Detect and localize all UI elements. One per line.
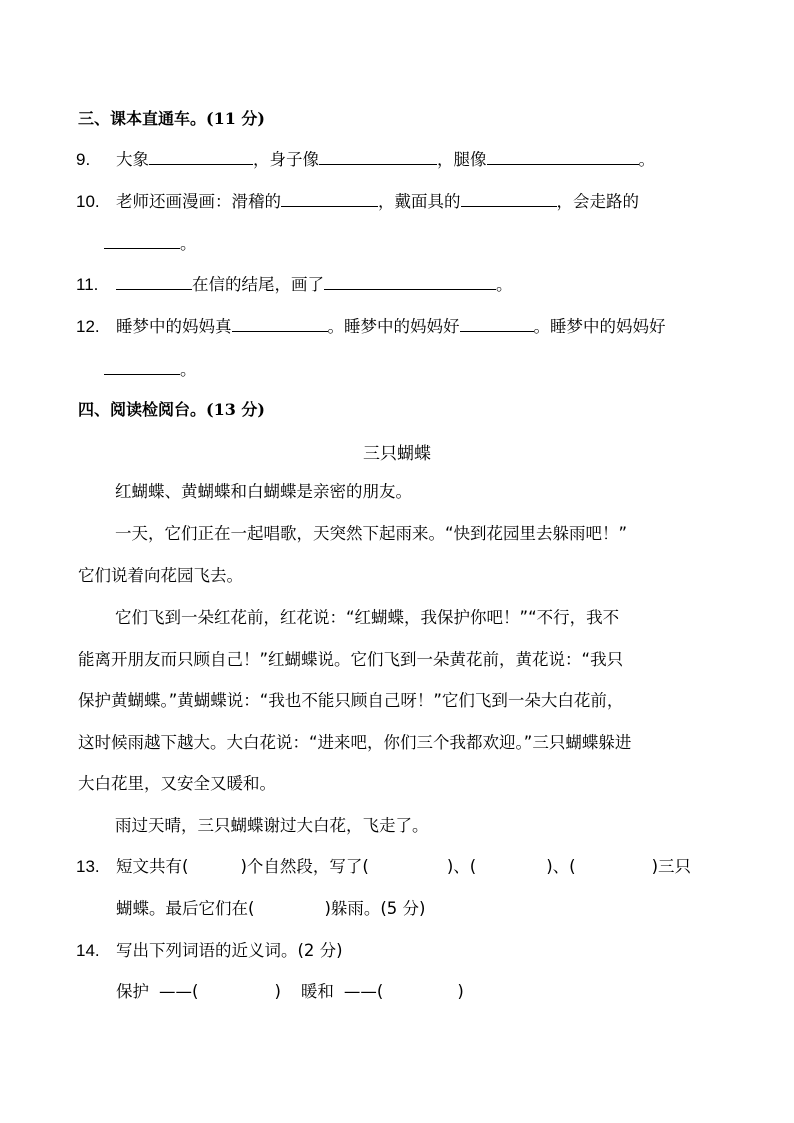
answer-blank[interactable] [149, 148, 253, 165]
passage-title: 三只蝴蝶 [363, 444, 431, 464]
passage-paragraph-3-line-2: 能离开朋友而只顾自己！”红蝴蝶说。它们飞到一朵黄花前，黄花说：“我只 [78, 650, 624, 669]
question-number: 11. [76, 275, 99, 294]
q14-dash-1: ——( [159, 982, 199, 1001]
question-14 [76, 940, 343, 962]
answer-blank[interactable] [281, 190, 378, 207]
q12-text-b: 。睡梦中的妈妈好 [327, 317, 460, 336]
passage-paragraph-2-line-1: 一天，它们正在一起唱歌，天突然下起雨来。“快到花园里去躲雨吧！” [115, 524, 628, 543]
q9-text-d: 。 [638, 150, 655, 169]
question-14-words [116, 981, 464, 1003]
q14-dash-2: ——( [343, 982, 384, 1001]
q9-text-b: ，身子像 [253, 150, 319, 169]
q12-text-a: 睡梦中的妈妈真 [116, 317, 232, 336]
question-10 [76, 190, 639, 213]
question-number: 9. [76, 150, 91, 169]
answer-blank[interactable] [461, 190, 557, 207]
answer-blank[interactable] [232, 315, 328, 332]
q9-text-a: 大象 [116, 150, 149, 169]
passage-paragraph-3-line-1: 它们飞到一朵红花前，红花说：“红蝴蝶，我保护你吧！”“不行，我不 [115, 608, 620, 627]
q11-text-a: 在信的结尾，画了 [192, 275, 324, 294]
question-13 [76, 856, 691, 878]
question-number: 10. [76, 192, 100, 211]
q10-text-d: 。 [180, 234, 197, 253]
q14-text: 写出下列词语的近义词。(2 分) [116, 941, 343, 960]
answer-blank[interactable] [319, 148, 437, 165]
q13-text-g: )躲雨。(5 分) [324, 899, 426, 918]
passage-paragraph-3-line-5: 大白花里，又安全又暖和。 [78, 774, 276, 793]
passage-paragraph-4: 雨过天晴，三只蝴蝶谢过大白花，飞走了。 [115, 816, 429, 835]
q9-text-c: ，腿像 [437, 150, 487, 169]
question-9 [76, 148, 655, 171]
answer-blank[interactable] [116, 273, 192, 290]
q10-text-a: 老师还画漫画：滑稽的 [116, 192, 281, 211]
answer-blank[interactable] [324, 273, 496, 290]
question-12-cont [104, 358, 197, 381]
question-13-cont [116, 898, 426, 920]
answer-blank[interactable] [460, 315, 534, 332]
q14-word-1: 保护 [116, 982, 149, 1001]
passage-paragraph-2-line-2: 它们说着向花园飞去。 [78, 566, 243, 585]
q13-text-a: 短文共有( [116, 857, 189, 876]
q13-text-d: )、( [546, 857, 576, 876]
question-12 [76, 315, 666, 338]
question-number: 14. [76, 941, 100, 960]
question-10-cont [104, 232, 197, 255]
q13-text-e: )三只 [651, 857, 691, 876]
q14-close-1: ) [274, 982, 281, 1001]
passage-paragraph-3-line-3: 保护黄蝴蝶。”黄蝴蝶说：“我也不能只顾自己呀！”它们飞到一朵大白花前， [78, 691, 624, 710]
q13-text-f: 蝴蝶。最后它们在( [116, 899, 255, 918]
answer-blank[interactable] [487, 148, 639, 165]
q10-text-c: ，会走路的 [556, 192, 639, 211]
passage-paragraph-1: 红蝴蝶、黄蝴蝶和白蝴蝶是亲密的朋友。 [115, 482, 412, 501]
q13-text-c: )、( [446, 857, 477, 876]
section4-heading: 四、阅读检阅台。(13 分) [78, 400, 265, 419]
q14-close-2: ) [457, 982, 464, 1001]
q12-text-c: 。睡梦中的妈妈好 [533, 317, 666, 336]
q10-text-b: ，戴面具的 [378, 192, 461, 211]
section3-heading: 三、课本直通车。(11 分) [78, 109, 265, 128]
answer-blank[interactable] [104, 358, 180, 375]
passage-paragraph-3-line-4: 这时候雨越下越大。大白花说：“进来吧，你们三个我都欢迎。”三只蝴蝶躲进 [78, 733, 632, 752]
question-number: 12. [76, 317, 100, 336]
q13-text-b: )个自然段，写了( [240, 857, 369, 876]
question-11 [76, 273, 513, 296]
answer-blank[interactable] [104, 232, 180, 249]
q11-text-b: 。 [496, 275, 513, 294]
question-number: 13. [76, 857, 100, 876]
q14-word-2: 暖和 [300, 982, 334, 1001]
q12-text-d: 。 [180, 360, 197, 379]
